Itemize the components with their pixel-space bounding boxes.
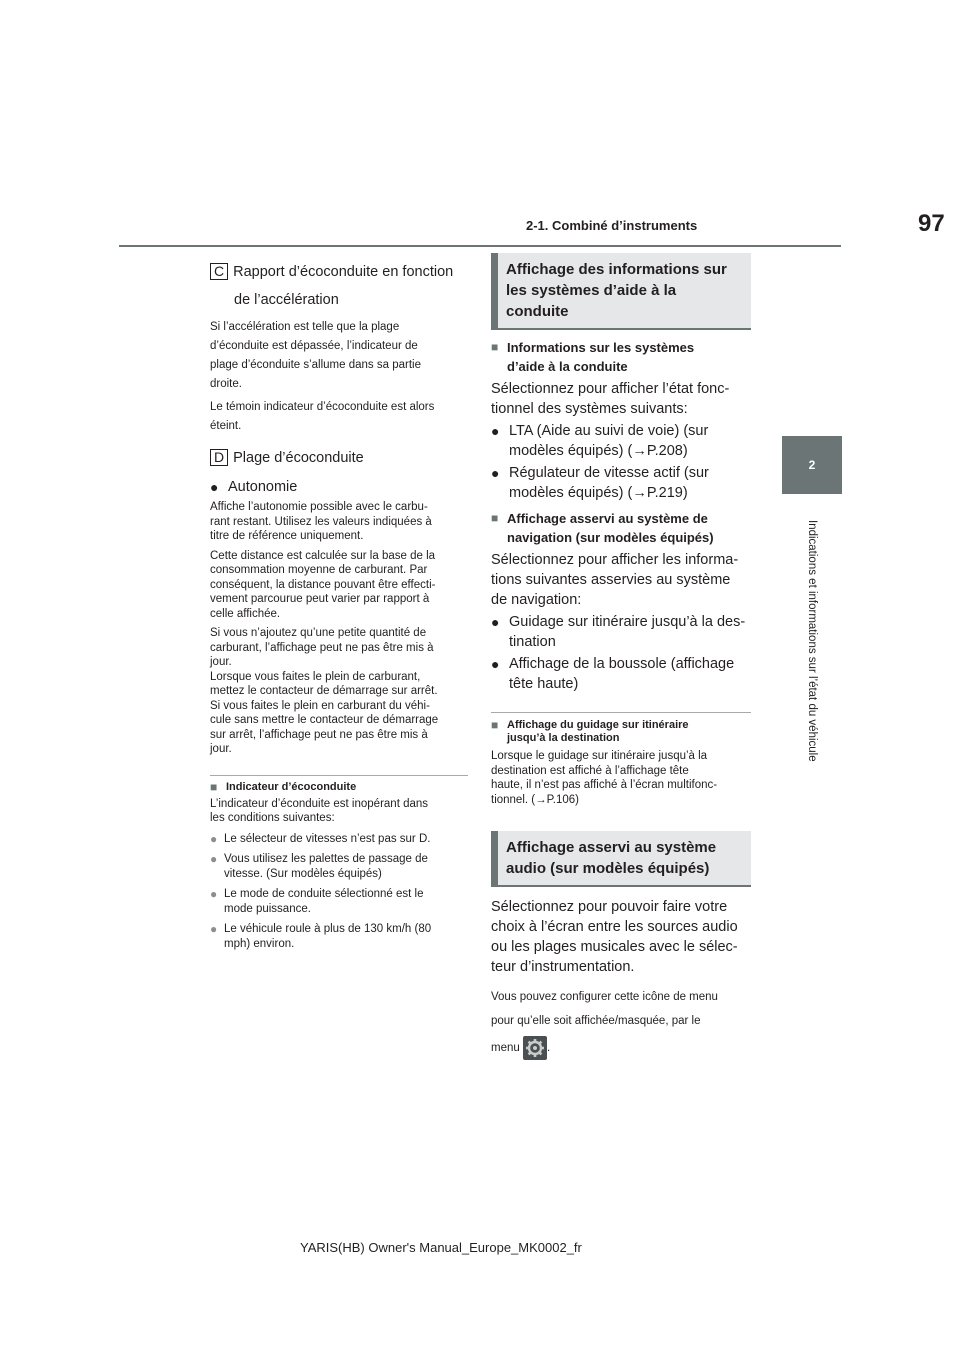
bullet-icon: ● (491, 614, 500, 630)
autonomie-p2: Cette distance est calculée sur la base de la consommation moyenne de carburant. Par conséquent, la distance pouvant être effecti- vement parcourue peut varier par rapport à celle affichée. (210, 549, 436, 620)
sub1-paragraph: Sélectionnez pour afficher l’état fonc- tionnel des systèmes suivants: (491, 381, 730, 417)
divider (491, 712, 751, 713)
sub2-paragraph: Sélectionnez pour afficher les informa- tions suivantes asservies au système de navigation: (491, 552, 739, 608)
autonomie-heading: ● Autonomie (210, 479, 298, 495)
page-number: 97 (918, 210, 945, 237)
bullet-icon: ● (491, 656, 500, 672)
section-heading-audio: Affichage asservi au système audio (sur modèles équipés) (491, 831, 751, 887)
gear-icon (523, 1036, 547, 1060)
bullet-icon: ● (210, 479, 219, 495)
footer-manual-id: YARIS(HB) Owner's Manual_Europe_MK0002_fr (300, 1240, 582, 1255)
label-c: C (210, 263, 228, 280)
note-heading: ■ Affichage du guidage sur itinéraire jusqu’à la destination (491, 718, 689, 744)
square-bullet-icon: ■ (491, 718, 499, 732)
bullet-icon: ● (210, 922, 218, 936)
menu-line: menu . (491, 1033, 751, 1063)
c-heading: C Rapport d’écoconduite en fonction (210, 258, 468, 286)
header-rule (119, 245, 841, 247)
audio-small-note: Vous pouvez configurer cette icône de menu pour qu’elle soit affichée/masquée, par le menu . (491, 985, 751, 1063)
indicateur-p: L’indicateur d’éconduite est inopérant dans les conditions suivantes: (210, 797, 429, 824)
chapter-tab-number: 2 (782, 436, 842, 494)
divider (210, 775, 468, 776)
c-text1: Si l’accélération est telle que la plage d’éconduite est dépassée, l’indicateur de plage d’éconduite s’allume dans sa partie droite. (210, 321, 421, 390)
list-item: ● Guidage sur itinéraire jusqu’à la des- tination (491, 614, 746, 650)
c-text2: Le témoin indicateur d’écoconduite est alors éteint. (210, 401, 435, 432)
list-item: ● Le sélecteur de vitesses n’est pas sur D. (210, 831, 431, 846)
list-item: ● Le véhicule roule à plus de 130 km/h (80 mph) environ. (210, 922, 432, 950)
list-item: ● Régulateur de vitesse actif (sur modèles équipés) (→P.219) (491, 465, 709, 501)
bullet-icon: ● (491, 465, 500, 481)
subheading-navigation: ■ Affichage asservi au système de navigation (sur modèles équipés) (491, 511, 714, 545)
left-column (210, 258, 468, 951)
list-item: ● LTA (Aide au suivi de voie) (sur modèles équipés) (→P.208) (491, 423, 709, 459)
autonomie-p1: Affiche l’autonomie possible avec le carbu- rant restant. Utilisez les valeurs indiquées à titre de référence uniquement. (210, 501, 432, 542)
bullet-icon: ● (210, 852, 218, 866)
section-header-title: 2-1. Combiné d’instruments (526, 218, 698, 233)
bullet-icon: ● (210, 887, 218, 901)
c-heading-line2: de l’accélération (234, 292, 339, 308)
section-heading-aide-conduite: Affichage des informations sur les systèmes d’aide à la conduite (491, 253, 751, 330)
d-heading: D Plage d’écoconduite (210, 444, 468, 472)
bullet-icon: ● (491, 423, 500, 439)
square-bullet-icon: ■ (491, 340, 499, 354)
audio-paragraph: Sélectionnez pour pouvoir faire votre choix à l’écran entre les sources audio ou les plages musicales avec le sélec- teur d’instrumentation. (491, 899, 738, 975)
right-column (491, 253, 751, 1063)
subheading-informations: ■ Informations sur les systèmes d’aide à la conduite (491, 340, 695, 374)
bullet-icon: ● (210, 831, 218, 846)
square-bullet-icon: ■ (210, 779, 218, 794)
list-item: ● Affichage de la boussole (affichage tête haute) (491, 656, 735, 692)
indicateur-heading: ■ Indicateur d’écoconduite (210, 779, 357, 794)
label-d: D (210, 449, 228, 466)
square-bullet-icon: ■ (491, 511, 499, 525)
autonomie-p3: Si vous n’ajoutez qu’une petite quantité de carburant, l’affichage peut ne pas être mis à jour. Lorsque vous faites le plein de carburant, mettez le contacteur de démarrage sur arrêt. Si vous faites le plein en carburant du véhi- cule sans mettre le contacteur de démarrage sur arrêt, l’affichage peut ne pas être mis à jour. (210, 627, 439, 755)
note-paragraph: Lorsque le guidage sur itinéraire jusqu’à la destination est affiché à l’affichage tête haute, il n’est pas affiché à l’écran multifonc- tionnel. (→P.106) (491, 750, 718, 806)
list-item: ● Le mode de conduite sélectionné est le mode puissance. (210, 887, 424, 915)
list-item: ● Vous utilisez les palettes de passage de vitesse. (Sur modèles équipés) (210, 852, 428, 880)
